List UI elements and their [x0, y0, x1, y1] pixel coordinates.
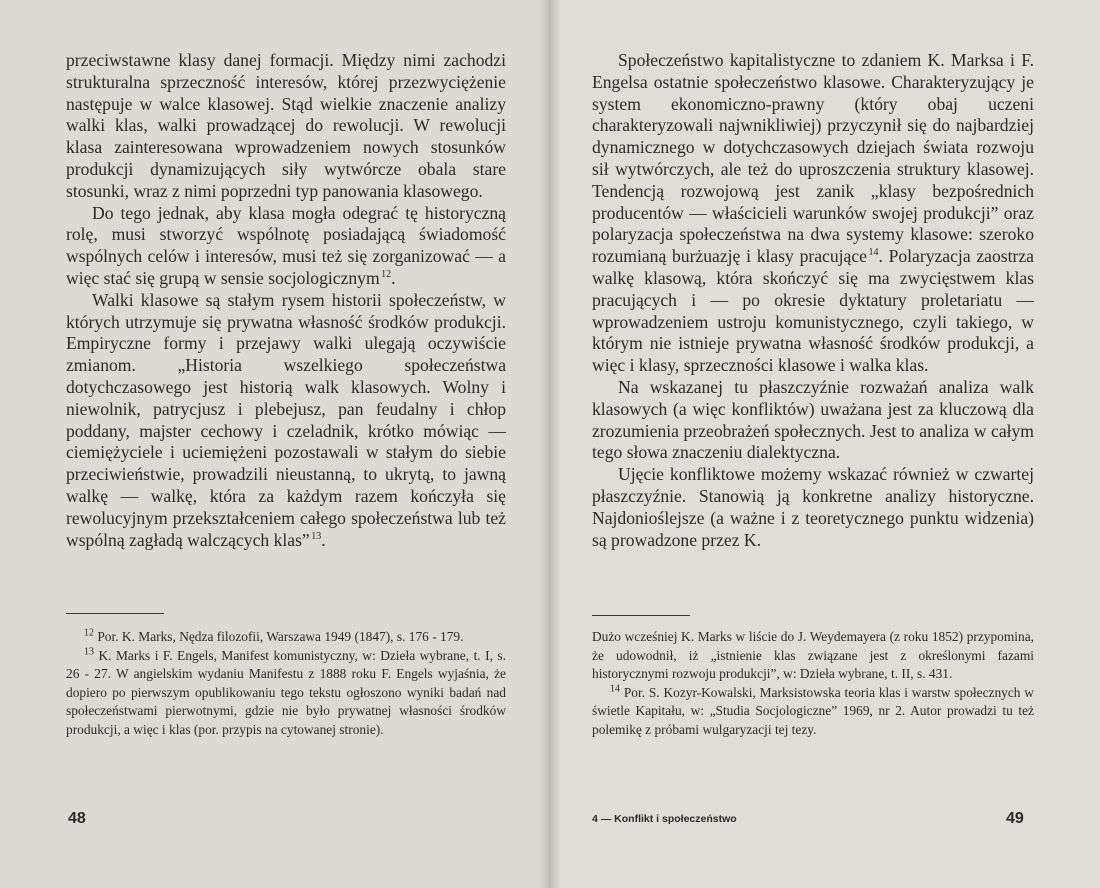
footnote-continuation	[592, 628, 1034, 684]
paragraph	[66, 50, 506, 203]
paragraph-text: Walki klasowe są stałym rysem historii społeczeństw, w których utrzymuje się prywatna własność środków produkcji. Empiryczne formy i przejawy walki ulegają oczywiście zmianom. „Historia wszelkiego społeczeństwa dotychczasowego jest historią walk klasowych. Wolny i niewolnik, patrycjusz i plebejusz, pan feudalny i chłop poddany, majster cechowy i czeladnik, krótko mówiąc — ciemiężyciele i uciemiężeni pozostawali w stałym do siebie przeciwieństwie, prowadzili nieustanną, to ukrytą, to jawną walkę — walkę, która za każdym razem kończyła się rewolucyjnym przekształceniem całego społeczeństwa lub też wspólną zagładą walczących klas”	[66, 289, 506, 550]
paragraph-text: Na wskazanej tu płaszczyźnie rozważań analiza walk klasowych (a więc konfliktów) uważana jest za kluczową dla zrozumienia przeobrażeń społecznych. Jest to analiza w całym tego słowa znaczeniu dialektyczna.	[592, 376, 1034, 463]
paragraph-text: Społeczeństwo kapitalistyczne to zdaniem K. Marksa i F. Engelsa ostatnie społeczeństwo klasowe. Charakteryzujący je system ekonomiczno-prawny (który obaj uczeni charakteryzowali najwnikliwiej) przyczynił się do najbardziej dynamicznego w dotychczasowych dziejach świata rozwoju sił wytwórczych, ale też do uproszczenia struktury klasowej. Tendencją rozwojową jest zanik „klasy bezpośrednich producentów — właścicieli warunków swojej produkcji” oraz polaryzacja społeczeństwa na dwa systemy klasowe: szeroko rozumianą burżuazję i klasy pracujące	[592, 50, 1034, 267]
footnote-ref: 14	[868, 247, 879, 259]
paragraph-text: . Polaryzacja zaostrza walkę klasową, która skończyć się ma zwycięstwem klas pracujących i — po okresie dyktatury proletariatu — wprowadzeniem ustroju komunistycznego, czyli takiego, w którym nie istnieje prywatna własność środków produkcji, a więc i klasy, sprzeczności klasowe i walka klas.	[592, 246, 1034, 376]
left-body-text	[66, 50, 506, 551]
footnote-ref: 13	[311, 530, 322, 542]
paragraph	[592, 377, 1034, 464]
footnote-text: Por. S. Kozyr-Kowalski, Marksistowska teoria klas i warstw społecznych w świetle Kapitału, w: „Studia Socjologiczne” 1969, nr 2. Autor prowadzi tu też polemikę z próbami wulgaryzacji tej tezy.	[592, 684, 1034, 737]
book-gutter	[538, 0, 562, 888]
right-footnotes	[592, 628, 1034, 740]
page-number: 49	[1006, 810, 1024, 827]
footnote	[66, 647, 506, 740]
footnote	[66, 628, 506, 647]
footnote-ref: 12	[381, 269, 392, 281]
footnote-divider	[592, 615, 690, 616]
footnote-text: Por. K. Marks, Nędza filozofii, Warszawa 1949 (1847), s. 176 - 179.	[97, 629, 464, 644]
footnote-number: 13	[84, 646, 94, 658]
footnote-text: K. Marks i F. Engels, Manifest komunistyczny, w: Dzieła wybrane, t. I, s. 26 - 27. W angielskim wydaniu Manifestu z 1888 roku F. Engels wyjaśnia, że dopiero po pierwszym opublikowaniu tego tekstu ogłoszono wyniki badań nad społeczeństwami pierwotnymi, gdzie nie było prywatnej własności środków produkcji, a więc i klas (por. przypis na cytowanej stronie).	[66, 647, 506, 737]
printer-signature: 4 — Konflikt i społeczeństwo	[592, 813, 737, 825]
right-body-text	[592, 50, 1034, 551]
paragraph: Walki klasowe są stałym rysem historii społeczeństw, w których utrzymuje się prywatna własność środków produkcji. Empiryczne formy i przejawy walki ulegają oczywiście zmianom. „Historia wszelkiego społeczeństwa dotychczasowego jest historią walk klasowych. Wolny i niewolnik, patrycjusz i plebejusz, pan feudalny i chłop poddany, majster cechowy i czeladnik, krótko mówiąc — ciemiężyciele i uciemiężeni pozostawali w stałym do siebie przeciwieństwie, prowadzili nieustanną, to ukrytą, to jawną walkę — walkę, która za każdym razem kończyła się rewolucyjnym przekształceniem całego społeczeństwa lub też wspólną zagładą walczących klas” $^{13}$.	[66, 289, 506, 550]
paragraph	[592, 50, 1034, 377]
footnote-number: 12	[84, 627, 94, 639]
footnote-text: Dużo wcześniej K. Marks w liście do J. Weydemayera (z roku 1852) przypomina, że udowodnił, iż „istnienie klas związane jest z określonymi fazami historycznymi rozwoju produkcji”, w: Dzieła wybrane, t. II, s. 431.	[592, 629, 1034, 682]
paragraph-text: Do tego jednak, aby klasa mogła odegrać tę historyczną rolę, musi stworzyć wspólnotę posiadającą świadomość wspólnych celów i interesów, musi też się zorganizować — a więc stać się grupą w sensie socjologicznym	[66, 202, 506, 288]
footnote-divider	[66, 613, 164, 614]
left-footnotes	[66, 628, 506, 740]
footnote	[592, 684, 1034, 740]
paragraph-text: Ujęcie konfliktowe możemy wskazać również w czwartej płaszczyźnie. Stanowią ją konkretne analizy historyczne. Najdonioślejsze (a ważne i z teoretycznego punktu widzenia) są prowadzone przez K.	[592, 464, 1034, 550]
paragraph: Do tego jednak, aby klasa mogła odegrać tę historyczną rolę, musi stworzyć wspólnotę posiadającą świadomość wspólnych celów i interesów, musi też się zorganizować — a więc stać się grupą w sensie socjologicznym $^{12}$.	[66, 202, 506, 288]
footnote-number: 14	[610, 683, 620, 695]
paragraph-text: przeciwstawne klasy danej formacji. Między nimi zachodzi strukturalna sprzeczność interesów, której przezwyciężenie następuje w walce klasowej. Stąd wielkie znaczenie analizy walki klas, walki prowadzącej do rewolucji. W rewolucji klasa zainteresowana wprowadzeniem nowych stosunków produkcji dynamizujących siły wytwórcze obala stare stosunki, wraz z nimi poprzedni typ panowania klasowego.	[66, 50, 506, 201]
right-page	[550, 0, 1100, 888]
page-number: 48	[68, 810, 86, 827]
paragraph	[592, 464, 1034, 551]
